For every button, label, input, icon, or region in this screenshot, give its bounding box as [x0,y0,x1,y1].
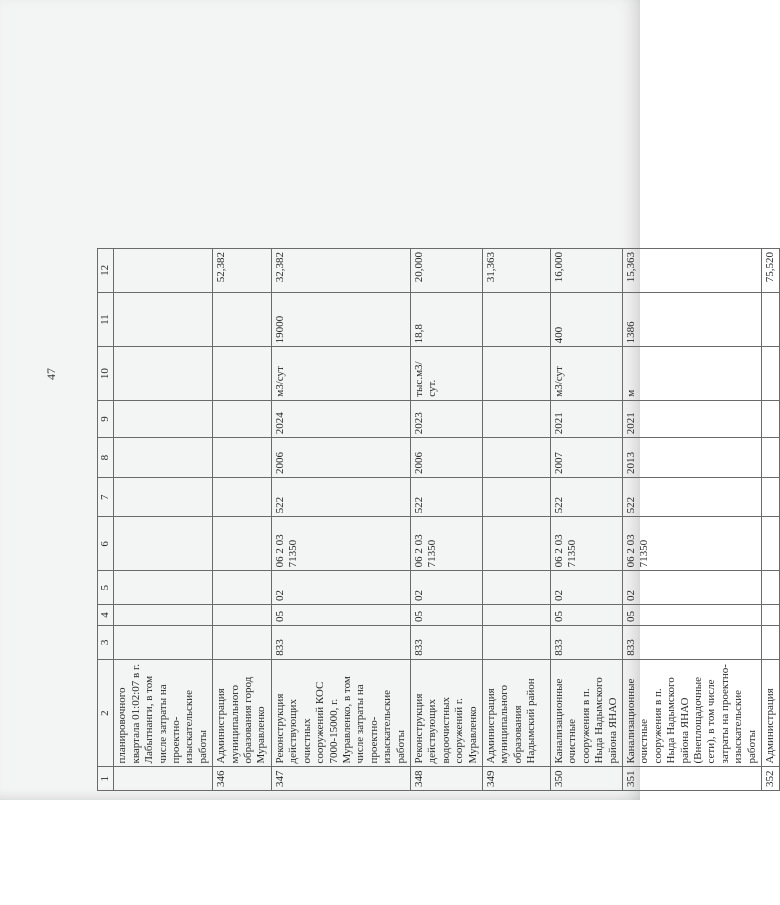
page-number: 47 [44,368,58,380]
cell-c4 [213,605,272,626]
cell-c5: 02 [550,571,622,605]
cell-c3: 833 [410,625,482,659]
cell-name: Канализационные очистные сооружения в п. Ныда Надымского района ЯНАО (Внеплощадочные сети), в том числе затраты на проектно-изыскательские работы [623,659,762,767]
cell-c3 [114,625,213,659]
cell-c9: 2024 [271,400,410,438]
cell-c5 [114,571,213,605]
cell-c9 [114,400,213,438]
cell-c5: 02 [623,571,762,605]
cell-c12: 31,363 [482,249,550,293]
cell-c11 [114,292,213,347]
cell-c3 [213,625,272,659]
cell-c6: 06 2 03 71350 [623,517,762,571]
table-row [550,249,622,791]
cell-c3 [762,625,780,659]
cell-c8: 2007 [550,438,622,478]
header-row [98,249,114,791]
cell-c10 [482,347,550,400]
cell-c12: 75,520 [762,249,780,293]
cell-c12: 20,000 [410,249,482,293]
cell-c11 [762,292,780,347]
cell-name: Реконструкция действующих водоочистных сооружений г. Муравленко [410,659,482,767]
cell-c11 [213,292,272,347]
cell-c10 [213,347,272,400]
cell-c8: 2013 [623,438,762,478]
cell-c7 [213,478,272,517]
cell-c7: 522 [623,478,762,517]
table-row [482,249,550,791]
column-header: 4 [98,605,114,626]
cell-c4: 05 [410,605,482,626]
cell-name: Администрация [762,659,780,767]
cell-number: 347 [271,767,410,791]
cell-c8 [762,438,780,478]
cell-c7 [482,478,550,517]
cell-number: 349 [482,767,550,791]
cell-name: планировочного квартала 01:02:07 в г. Лабытнанги, в том числе затраты на проектно-изыскательские работы [114,659,213,767]
cell-c12: 16,000 [550,249,622,293]
cell-c7 [114,478,213,517]
data-table [97,248,780,791]
cell-c12 [114,249,213,293]
cell-c9: 2021 [550,400,622,438]
cell-c10: м3/сут [271,347,410,400]
cell-c12: 52,382 [213,249,272,293]
cell-c8: 2006 [271,438,410,478]
table-row [410,249,482,791]
cell-c7 [762,478,780,517]
column-header: 7 [98,478,114,517]
column-header: 12 [98,249,114,293]
cell-c6 [762,517,780,571]
cell-name: Канализационные очистные сооружения в п. Ныда Надымского района ЯНАО [550,659,622,767]
cell-number: 352 [762,767,780,791]
cell-c11 [482,292,550,347]
cell-c5: 02 [410,571,482,605]
cell-c5 [213,571,272,605]
cell-c6: 06 2 03 71350 [410,517,482,571]
cell-c10 [114,347,213,400]
column-header: 2 [98,659,114,767]
cell-c5 [482,571,550,605]
cell-number: 351 [623,767,762,791]
cell-c6 [114,517,213,571]
cell-c7: 522 [410,478,482,517]
cell-c5: 02 [271,571,410,605]
cell-c6: 06 2 03 71350 [271,517,410,571]
cell-c8 [114,438,213,478]
cell-c7: 522 [550,478,622,517]
cell-c8: 2006 [410,438,482,478]
cell-number: 348 [410,767,482,791]
column-header: 9 [98,400,114,438]
cell-c11: 400 [550,292,622,347]
table-row [271,249,410,791]
column-header: 5 [98,571,114,605]
cell-name: Администрация муниципального образования Надымский район [482,659,550,767]
cell-c12: 15,363 [623,249,762,293]
cell-name: Реконструкция действующих очистных сооружений КОС 7000-15000, г. Муравленко, в том числе затраты на проектно-изыскательские работы [271,659,410,767]
cell-c3: 833 [623,625,762,659]
column-header: 3 [98,625,114,659]
cell-c9 [762,400,780,438]
cell-c11: 1386 [623,292,762,347]
cell-c6 [213,517,272,571]
cell-c4 [762,605,780,626]
cell-c3: 833 [550,625,622,659]
cell-c11: 19000 [271,292,410,347]
cell-c6 [482,517,550,571]
cell-c8 [482,438,550,478]
cell-c9 [482,400,550,438]
table-row [114,249,213,791]
cell-c12: 32,382 [271,249,410,293]
cell-number: 346 [213,767,272,791]
cell-number: 350 [550,767,622,791]
cell-c10 [762,347,780,400]
column-header: 11 [98,292,114,347]
cell-c3 [482,625,550,659]
cell-c4: 05 [623,605,762,626]
cell-c7: 522 [271,478,410,517]
table-row [762,249,780,791]
cell-c10: м [623,347,762,400]
cell-c4 [482,605,550,626]
cell-c6: 06 2 03 71350 [550,517,622,571]
cell-c9 [213,400,272,438]
cell-c8 [213,438,272,478]
cell-c10: м3/сут [550,347,622,400]
column-header: 1 [98,767,114,791]
cell-c9: 2023 [410,400,482,438]
cell-c4: 05 [550,605,622,626]
column-header: 6 [98,517,114,571]
cell-number [114,767,213,791]
cell-c10: тыс.м3/ сут. [410,347,482,400]
cell-c9: 2021 [623,400,762,438]
column-header: 10 [98,347,114,400]
cell-name: Администрация муниципального образования город Муравленко [213,659,272,767]
cell-c5 [762,571,780,605]
cell-c4 [114,605,213,626]
table-row [213,249,272,791]
column-header: 8 [98,438,114,478]
cell-c11: 18,8 [410,292,482,347]
cell-c3: 833 [271,625,410,659]
cell-c4: 05 [271,605,410,626]
rotated-table-wrapper [97,248,780,791]
table-row [623,249,762,791]
